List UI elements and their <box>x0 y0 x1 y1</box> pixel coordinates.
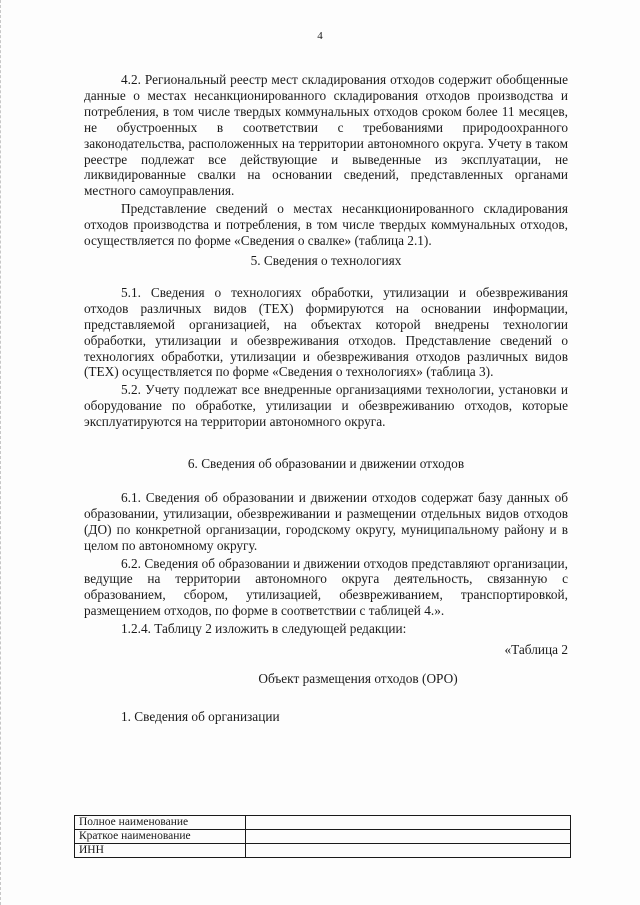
table-title: Объект размещения отходов (ОРО) <box>258 671 458 687</box>
paragraph-5-1: 5.1. Сведения о технологиях обработки, утилизации и обезвреживания отходов различных видов (ТЕХ) формируются на основании информации, представляемой организацией, на объектах которой внедрены технологии обработки, утилизации и обезвреживания отходов. Представление сведений о технологиях обработки, утилизации и обезвреживания отходов различных видов (ТЕХ) осуществляется по форме «Сведения о технологиях» (таблица 3). <box>84 284 568 380</box>
table-cell-label: Полное наименование <box>75 816 246 830</box>
document-body <box>84 72 568 738</box>
section-heading-6: 6. Сведения об образовании и движении отходов <box>187 456 465 472</box>
paragraph-4-2: 4.2. Региональный реестр мест складирования отходов содержит обобщенные данные о местах несанкционированного складирования отходов производства и потребления, в том числе твердых коммунальных отходов сроком более 11 месяцев, не обустроенных в соответствии с требованиями природоохранного законодательства, расположенных на территории автономного округа. Учету в таком реестре подлежат все действующие и выведенные из эксплуатации, не ликвидированные свалки на основании сведений, представленных органами местного самоуправления. <box>84 72 568 199</box>
organization-table <box>74 815 571 858</box>
table-reference: «Таблица 2 <box>504 642 568 658</box>
table-row <box>75 816 571 830</box>
table-cell-value <box>246 816 571 830</box>
table-row <box>75 844 571 858</box>
table-cell-value <box>246 830 571 844</box>
paragraph-1-2-4: 1.2.4. Таблицу 2 изложить в следующей редакции: <box>121 621 407 637</box>
section-heading-5: 5. Сведения о технологиях <box>250 252 402 268</box>
scan-edge <box>0 0 7 905</box>
paragraph-6-1: 6.1. Сведения об образовании и движении отходов содержат базу данных об образовании, утилизации, обезвреживании и размещении отдельных видов отходов (ДО) по конкретной организации, городскому округу, муниципальному району и в целом по автономному округу. <box>84 489 568 553</box>
paragraph-6-2: 6.2. Сведения об образовании и движении отходов представляют организации, ведущие на территории автономного округа деятельность, связанную с образованием, сбором, утилизацией, обезвреживанием, транспортировкой, размещением отходов, по форме в соответствии с таблицей 4.». <box>84 555 568 619</box>
paragraph-5-2: 5.2. Учету подлежат все внедренные организациями технологии, установки и оборудование по обработке, утилизации и обезвреживанию отходов, которые эксплуатируются на территории автономного округа. <box>84 382 568 430</box>
table-cell-label: Краткое наименование <box>75 830 246 844</box>
page-number: 4 <box>317 30 323 42</box>
table-cell-value <box>246 844 571 858</box>
paragraph-4-2-continued: Представление сведений о местах несанкционированного складирования отходов производства и потребления, в том числе твердых коммунальных отходов, осуществляется по форме «Сведения о свалке» (таблица 2.1). <box>84 201 568 249</box>
table-cell-label: ИНН <box>75 844 246 858</box>
table-row <box>75 830 571 844</box>
subsection-heading: 1. Сведения об организации <box>121 709 280 725</box>
